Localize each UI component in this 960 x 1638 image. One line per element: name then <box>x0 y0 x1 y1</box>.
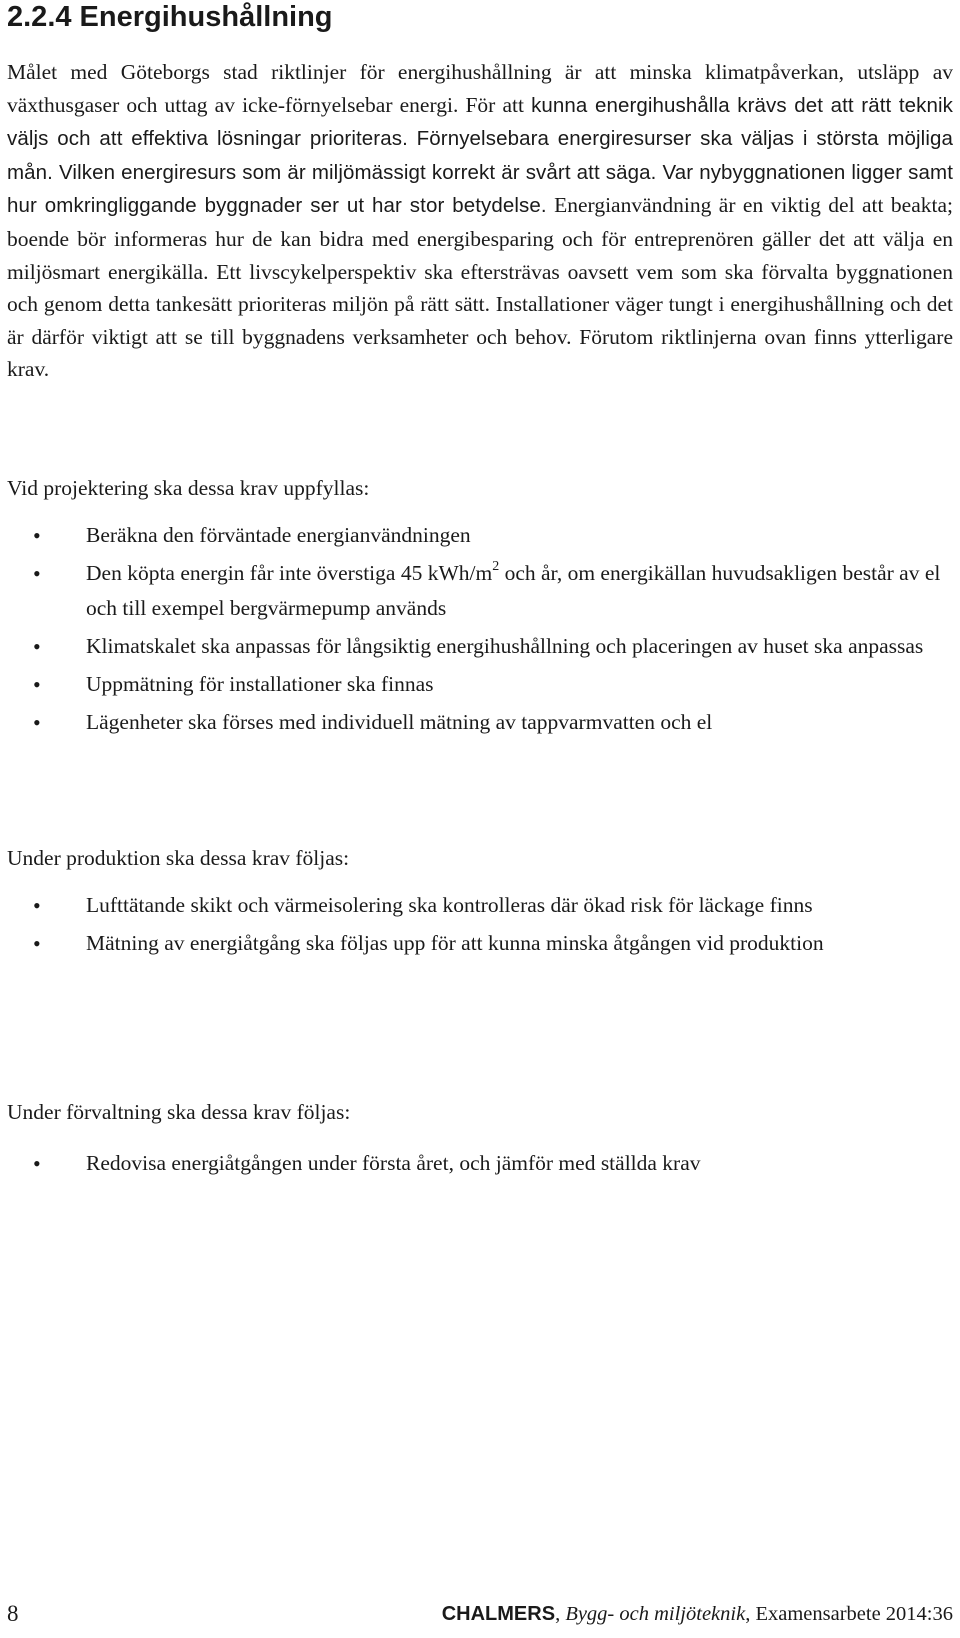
list-item <box>7 888 953 923</box>
report-id: , Examensarbete 2014:36 <box>745 1603 953 1625</box>
intro-text-part-1: Målet med Göteborgs stad riktlinjer för energihushållning är att minska klimatpåverkan, utsläpp av växthusgaser och uttag av icke-förnyelsebar energi. För att <box>7 60 953 117</box>
list-item <box>7 705 953 740</box>
bullet-icon: • <box>33 931 41 956</box>
list-item <box>7 667 953 702</box>
produktion-lead: Under produktion ska dessa krav följas: <box>7 846 350 870</box>
forvaltning-lead: Under förvaltning ska dessa krav följas: <box>7 1100 351 1124</box>
bullet-icon: • <box>33 893 41 918</box>
requirement-text: Lägenheter ska förses med individuell mätning av tappvarmvatten och el <box>86 710 713 734</box>
requirement-text: Uppmätning för installationer ska finnas <box>86 672 434 696</box>
produktion-requirements-list <box>7 888 953 964</box>
requirement-text: Redovisa energiåtgången under första året, och jämför med ställda krav <box>86 1151 701 1175</box>
list-item <box>7 1146 953 1181</box>
section-heading: 2.2.4 Energihushållning <box>7 1 333 33</box>
bullet-icon: • <box>33 710 41 735</box>
superscript: 2 <box>492 559 500 574</box>
list-item <box>7 556 953 626</box>
page-number: 8 <box>7 1601 19 1626</box>
intro-paragraph <box>7 56 953 386</box>
requirement-text: Mätning av energiåtgång ska följas upp för att kunna minska åtgången vid produktion <box>86 931 824 955</box>
requirement-text: Klimatskalet ska anpassas för långsiktig energihushållning och placeringen av huset ska anpassas <box>86 634 924 658</box>
bullet-icon: • <box>33 1151 41 1176</box>
list-item <box>7 629 953 664</box>
forvaltning-requirements-list <box>7 1146 953 1184</box>
bullet-icon: • <box>33 634 41 659</box>
projektering-requirements-list <box>7 518 953 743</box>
intro-text-part-2: kunna energihushålla krävs det att rätt teknik väljs och att effektiva lösningar prioriteras. Förnyelsebara energiresurser ska väljas i största möjliga mån. Vilken energiresurs som är miljömässigt korrekt är svårt att säga. Var nybyggnationen ligger samt hur omkringliggande byggnader ser ut har stor betydelse. <box>7 93 953 218</box>
requirement-text-continued: och år, om energikällan huvudsakligen består av el och till exempel bergvärmepump används <box>86 561 941 620</box>
intro-text-part-3: Energianvändning är en viktig del att beakta; boende bör informeras hur de kan bidra med energibesparing och för entreprenören gäller det att välja en miljösmart energikälla. Ett livscykelperspektiv ska eftersträvas oavsett vem som ska förvalta byggnationen och genom detta tankesätt prioriteras miljön på rätt sätt. Installationer väger tungt i energihushållning och det är därför viktigt att se till byggnadens verksamheter och behov. Förutom riktlinjerna ovan finns ytterligare krav. <box>7 193 953 382</box>
bullet-icon: • <box>33 523 41 548</box>
requirement-text: Lufttätande skikt och värmeisolering ska kontrolleras där ökad risk för läckage finns <box>86 893 813 917</box>
requirement-text: Beräkna den förväntade energianvändningen <box>86 523 471 547</box>
requirement-text: Den köpta energin får inte överstiga 45 kWh/m <box>86 561 493 585</box>
footer-separator: , <box>555 1603 566 1625</box>
brand-name: CHALMERS <box>441 1603 556 1625</box>
list-item <box>7 518 953 553</box>
bullet-icon: • <box>33 672 41 697</box>
footer-citation <box>442 1596 953 1632</box>
page-footer <box>7 1596 953 1632</box>
list-item <box>7 926 953 961</box>
department-name: Bygg- och miljöteknik <box>565 1603 746 1625</box>
projektering-lead: Vid projektering ska dessa krav uppfyllas: <box>7 476 370 500</box>
bullet-icon: • <box>33 561 41 586</box>
